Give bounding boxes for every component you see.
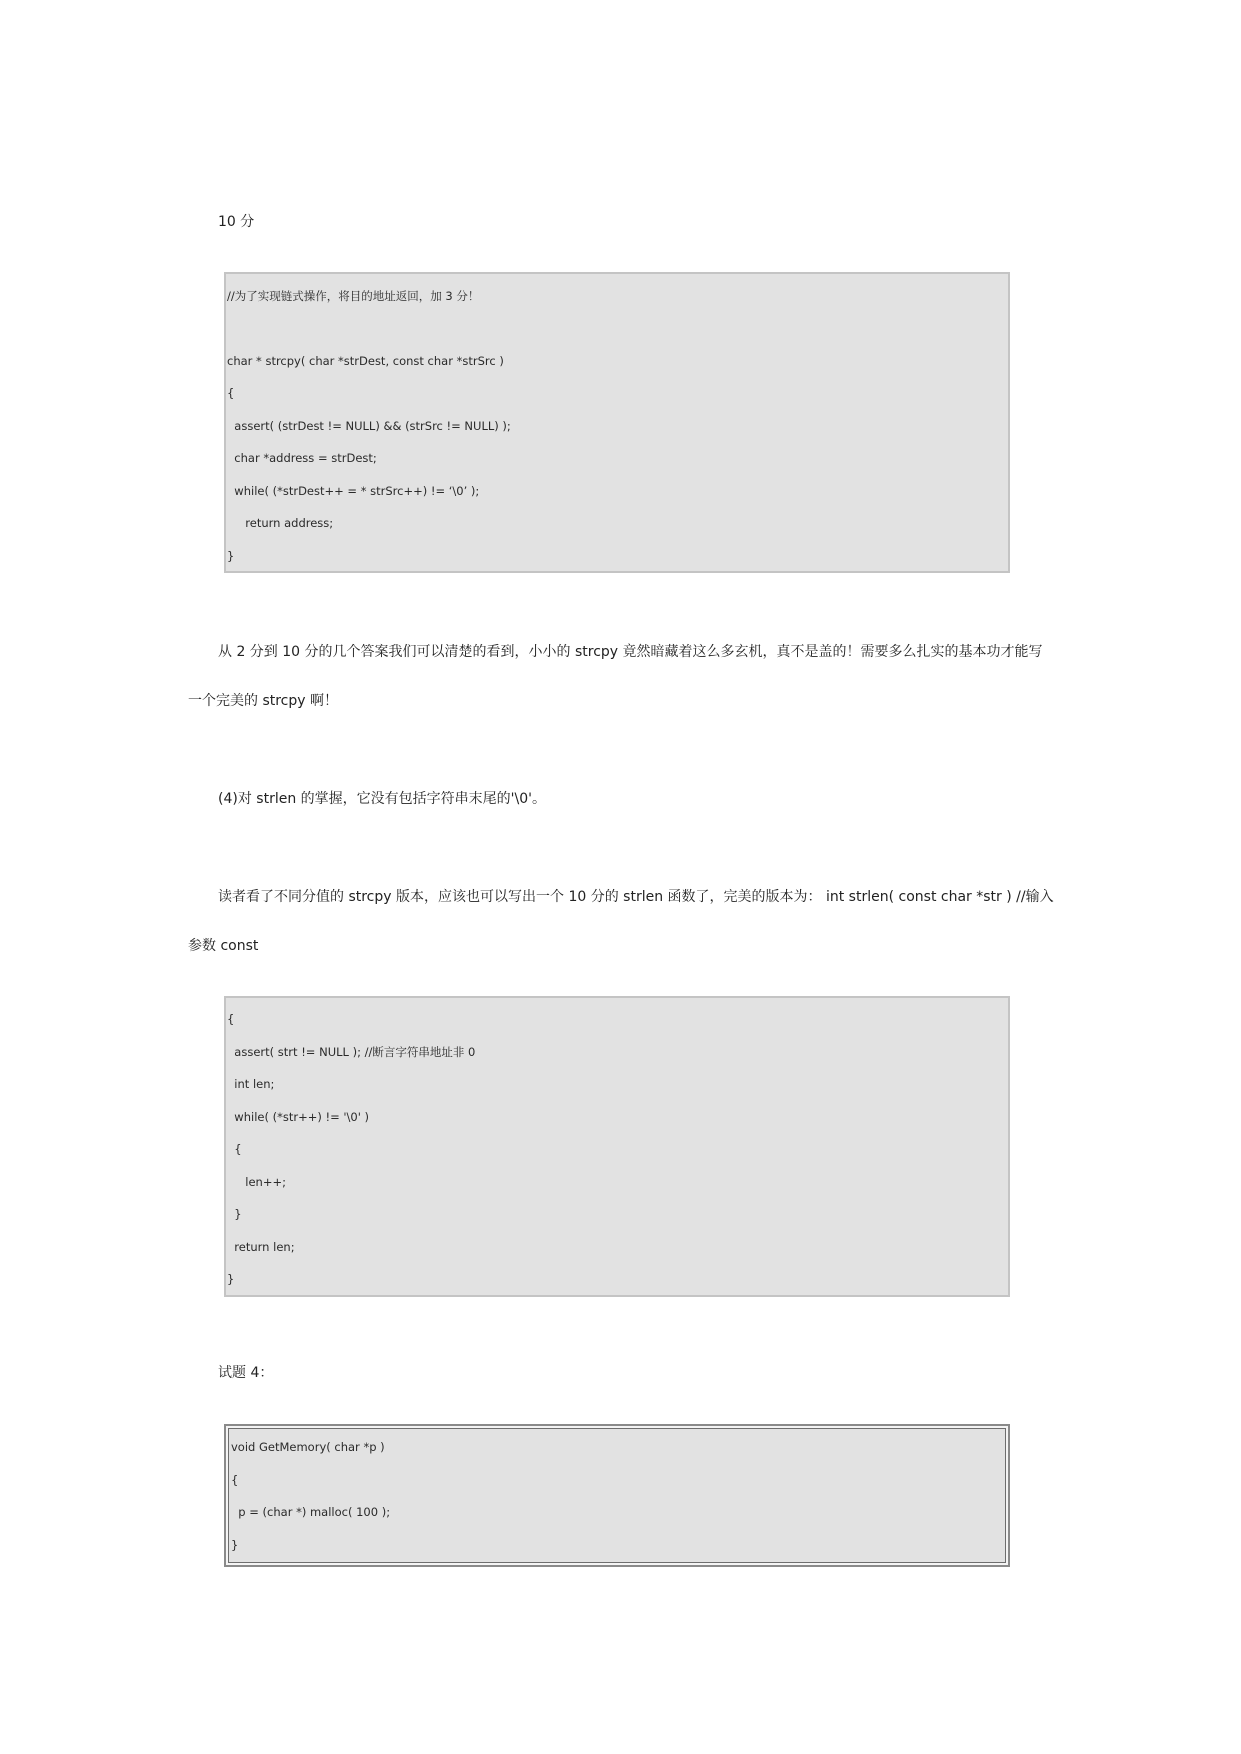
code-line: char *address = strDest;: [227, 451, 377, 465]
code-line: void GetMemory( char *p ): [231, 1440, 385, 1454]
code-line: return address;: [227, 516, 334, 530]
code-line: }: [227, 1272, 235, 1286]
code-line: assert( strt != NULL ); //断言字符串地址非 0: [227, 1045, 476, 1059]
paragraph-strlen-intro-line2: 参数 const: [188, 938, 259, 954]
paragraph-strcpy-summary-line1: 从 2 分到 10 分的几个答案我们可以清楚的看到，小小的 strcpy 竟然暗藏着这么多玄机，真不是盖的！需要多么扎实的基本功才能写: [218, 644, 1043, 660]
code-line: p = (char *) malloc( 100 );: [231, 1505, 391, 1519]
code-line: {: [227, 1012, 235, 1026]
code-line: }: [227, 1207, 242, 1221]
paragraph-strlen-point: (4)对 strlen 的掌握，它没有包括字符串末尾的'\0'。: [218, 791, 546, 807]
code-line: }: [227, 549, 235, 563]
code-block-strcpy: [224, 272, 1010, 573]
code-block-strlen: [224, 996, 1010, 1297]
code-line: {: [227, 386, 235, 400]
code-line: }: [231, 1538, 239, 1552]
code-line: int len;: [227, 1077, 275, 1091]
section-score-label: 10 分: [218, 214, 255, 230]
question-label: 试题 4：: [218, 1365, 274, 1381]
code-line: while( (*str++) != '\0' ): [227, 1110, 370, 1124]
code-line: {: [231, 1473, 239, 1487]
paragraph-strcpy-summary-line2: 一个完美的 strcpy 啊！: [188, 693, 339, 709]
code-line: len++;: [227, 1175, 286, 1189]
code-line: assert( (strDest != NULL) && (strSrc != NULL) );: [227, 419, 511, 433]
code-line: {: [227, 1142, 242, 1156]
code-line: char * strcpy( char *strDest, const char *strSrc ): [227, 354, 504, 368]
code-line: //为了实现链式操作，将目的地址返回，加 3 分！: [227, 289, 480, 303]
code-block-getmemory: [224, 1424, 1010, 1567]
code-line: return len;: [227, 1240, 295, 1254]
paragraph-strlen-intro-line1: 读者看了不同分值的 strcpy 版本，应该也可以写出一个 10 分的 strlen 函数了，完美的版本为： int strlen( const char *str ) //输入: [218, 889, 1054, 905]
code-line: while( (*strDest++ = * strSrc++) != ‘\0’ );: [227, 484, 480, 498]
